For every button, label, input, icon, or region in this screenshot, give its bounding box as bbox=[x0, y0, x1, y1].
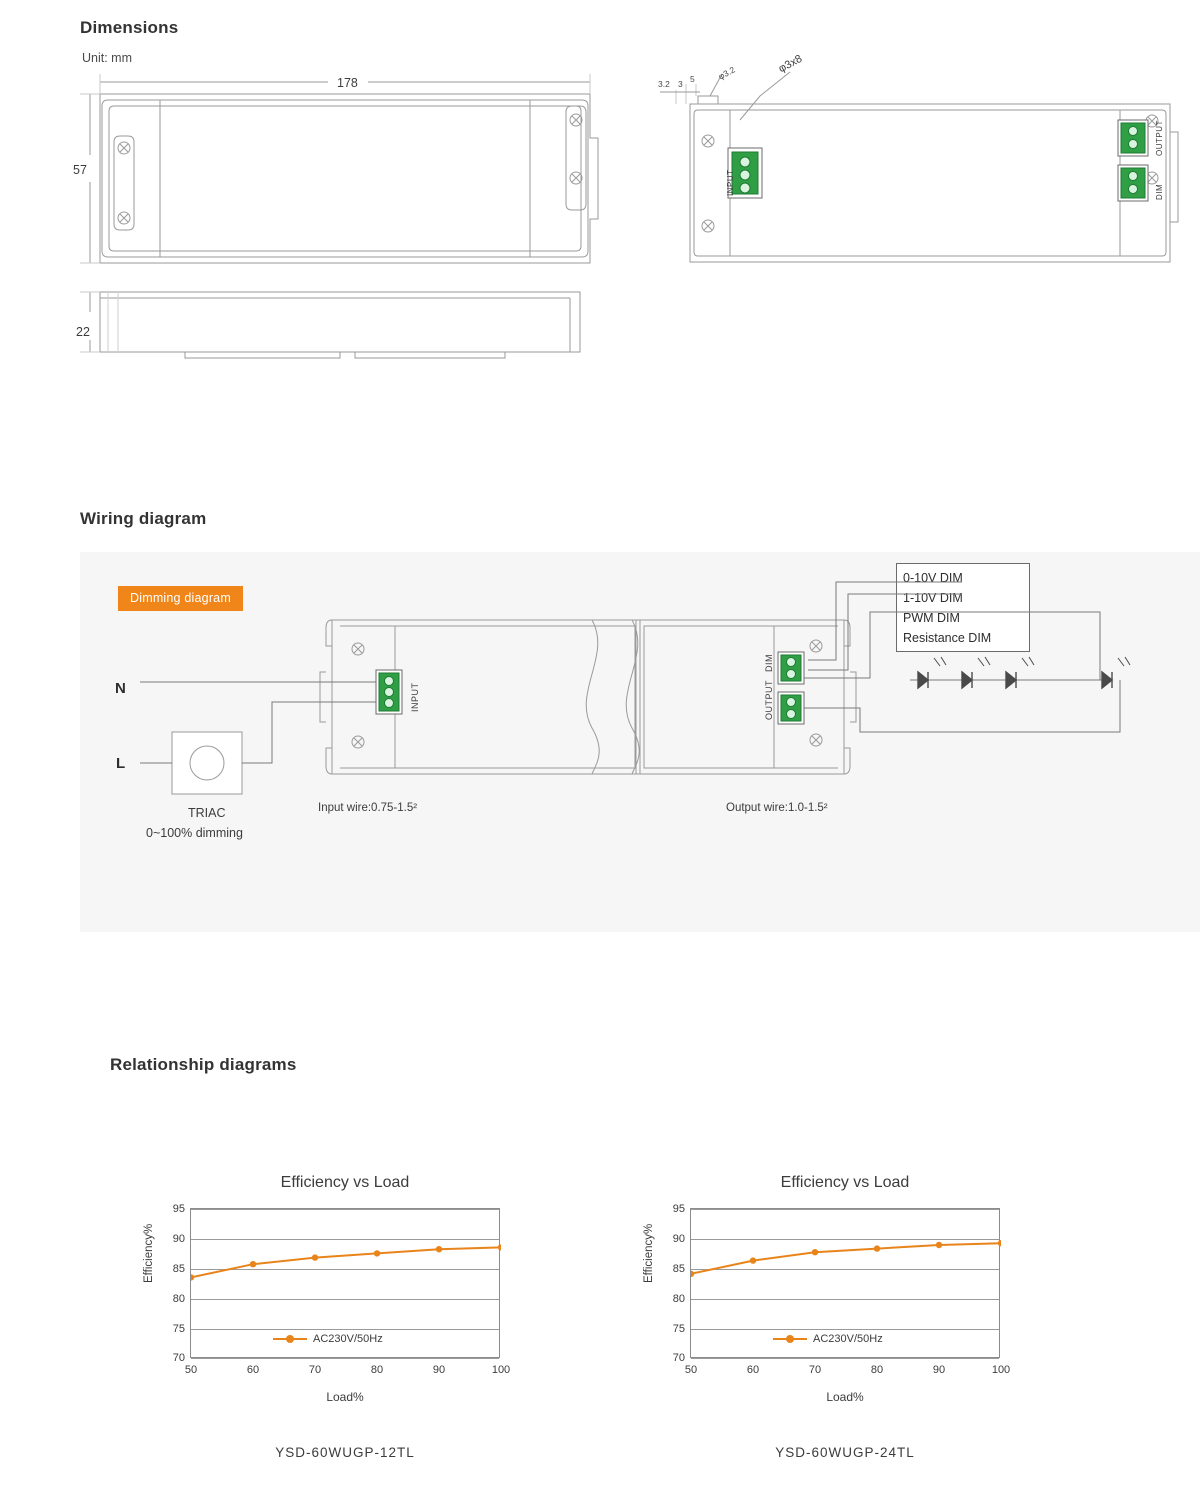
chart-xlabel: Load% bbox=[326, 1390, 364, 1404]
wiring-svg bbox=[0, 552, 1200, 952]
legend-label: AC230V/50Hz bbox=[313, 1333, 383, 1345]
wiring-label-input: INPUT bbox=[410, 682, 420, 712]
ytick: 90 bbox=[672, 1233, 685, 1245]
live-label: L bbox=[116, 755, 126, 772]
dim-mode-1-10v: 1-10V DIM bbox=[903, 591, 963, 605]
legend-swatch bbox=[773, 1338, 807, 1340]
terminal-block-output-drawing bbox=[1118, 120, 1148, 201]
chart-efficiency-12tl bbox=[105, 1090, 585, 1494]
output-wire-note: Output wire:1.0-1.5² bbox=[726, 802, 828, 814]
dim-dia-small-label: φ3.2 bbox=[716, 64, 737, 82]
wiring-label-dim: DIM bbox=[764, 654, 774, 672]
chart-efficiency-24tl bbox=[605, 1090, 1085, 1494]
triac-range-label: 0~100% dimming bbox=[146, 826, 243, 840]
dim-dia-slot-label: φ3x8 bbox=[776, 52, 805, 76]
chart-xlabel: Load% bbox=[826, 1390, 864, 1404]
neutral-label: N bbox=[115, 680, 126, 697]
terminal-label-dim-dim: DIM bbox=[1155, 183, 1164, 200]
xtick: 50 bbox=[684, 1364, 698, 1376]
ytick: 85 bbox=[672, 1263, 685, 1275]
unit-label: Unit: mm bbox=[82, 51, 132, 65]
legend-label: AC230V/50Hz bbox=[813, 1333, 883, 1345]
chart-legend bbox=[273, 1333, 383, 1345]
wiring-terminal-input bbox=[376, 670, 402, 714]
ytick: 90 bbox=[172, 1233, 185, 1245]
relationship-heading: Relationship diagrams bbox=[110, 1055, 297, 1074]
ytick: 75 bbox=[672, 1323, 685, 1335]
dim-note-3: 3 bbox=[678, 79, 683, 89]
dim-length-label: 178 bbox=[337, 76, 358, 90]
ytick: 95 bbox=[172, 1203, 185, 1215]
dim-thickness-label: 22 bbox=[76, 325, 90, 339]
xtick: 100 bbox=[491, 1364, 511, 1376]
xtick: 50 bbox=[184, 1364, 198, 1376]
xtick: 60 bbox=[746, 1364, 760, 1376]
chart-ylabel: Efficiency% bbox=[143, 1223, 155, 1283]
legend-swatch bbox=[273, 1338, 307, 1340]
xtick: 80 bbox=[370, 1364, 384, 1376]
dim-note-5: 5 bbox=[690, 74, 695, 84]
wiring-label-output: OUTPUT bbox=[764, 680, 774, 720]
terminal-label-input-dim: INPUT bbox=[726, 169, 735, 196]
xtick: 90 bbox=[432, 1364, 446, 1376]
xtick: 60 bbox=[246, 1364, 260, 1376]
dimensions-heading: Dimensions bbox=[80, 18, 179, 37]
dimension-svg bbox=[0, 0, 1200, 480]
ytick: 95 bbox=[672, 1203, 685, 1215]
dimming-diagram-badge: Dimming diagram bbox=[118, 586, 243, 611]
xtick: 100 bbox=[991, 1364, 1011, 1376]
ytick: 70 bbox=[172, 1352, 185, 1364]
triac-label: TRIAC bbox=[188, 806, 226, 820]
chart-ylabel: Efficiency% bbox=[643, 1223, 655, 1283]
dim-mode-resistance: Resistance DIM bbox=[903, 631, 992, 645]
wiring-heading: Wiring diagram bbox=[80, 509, 207, 528]
dim-height-label: 57 bbox=[73, 163, 87, 177]
wiring-terminal-output bbox=[778, 652, 804, 724]
xtick: 70 bbox=[808, 1364, 822, 1376]
chart-legend bbox=[773, 1333, 883, 1345]
chart-caption: YSD-60WUGP-24TL bbox=[775, 1445, 915, 1460]
chart-title: Efficiency vs Load bbox=[780, 1174, 910, 1191]
chart-caption: YSD-60WUGP-12TL bbox=[275, 1445, 415, 1460]
xtick: 90 bbox=[932, 1364, 946, 1376]
input-wire-note: Input wire:0.75-1.5² bbox=[318, 802, 418, 814]
ytick: 75 bbox=[172, 1323, 185, 1335]
chart-title: Efficiency vs Load bbox=[280, 1174, 410, 1191]
dim-mode-0-10v: 0-10V DIM bbox=[903, 571, 963, 585]
ytick: 85 bbox=[172, 1263, 185, 1275]
ytick: 80 bbox=[172, 1293, 185, 1305]
ytick: 80 bbox=[672, 1293, 685, 1305]
ytick: 70 bbox=[672, 1352, 685, 1364]
dimension-drawings bbox=[0, 0, 1200, 480]
dim-mode-pwm: PWM DIM bbox=[903, 611, 960, 625]
xtick: 70 bbox=[308, 1364, 322, 1376]
xtick: 80 bbox=[870, 1364, 884, 1376]
dim-note-32: 3.2 bbox=[658, 79, 670, 89]
terminal-label-output-dim: OUTPUT bbox=[1155, 120, 1164, 156]
led-symbols bbox=[918, 657, 1130, 688]
